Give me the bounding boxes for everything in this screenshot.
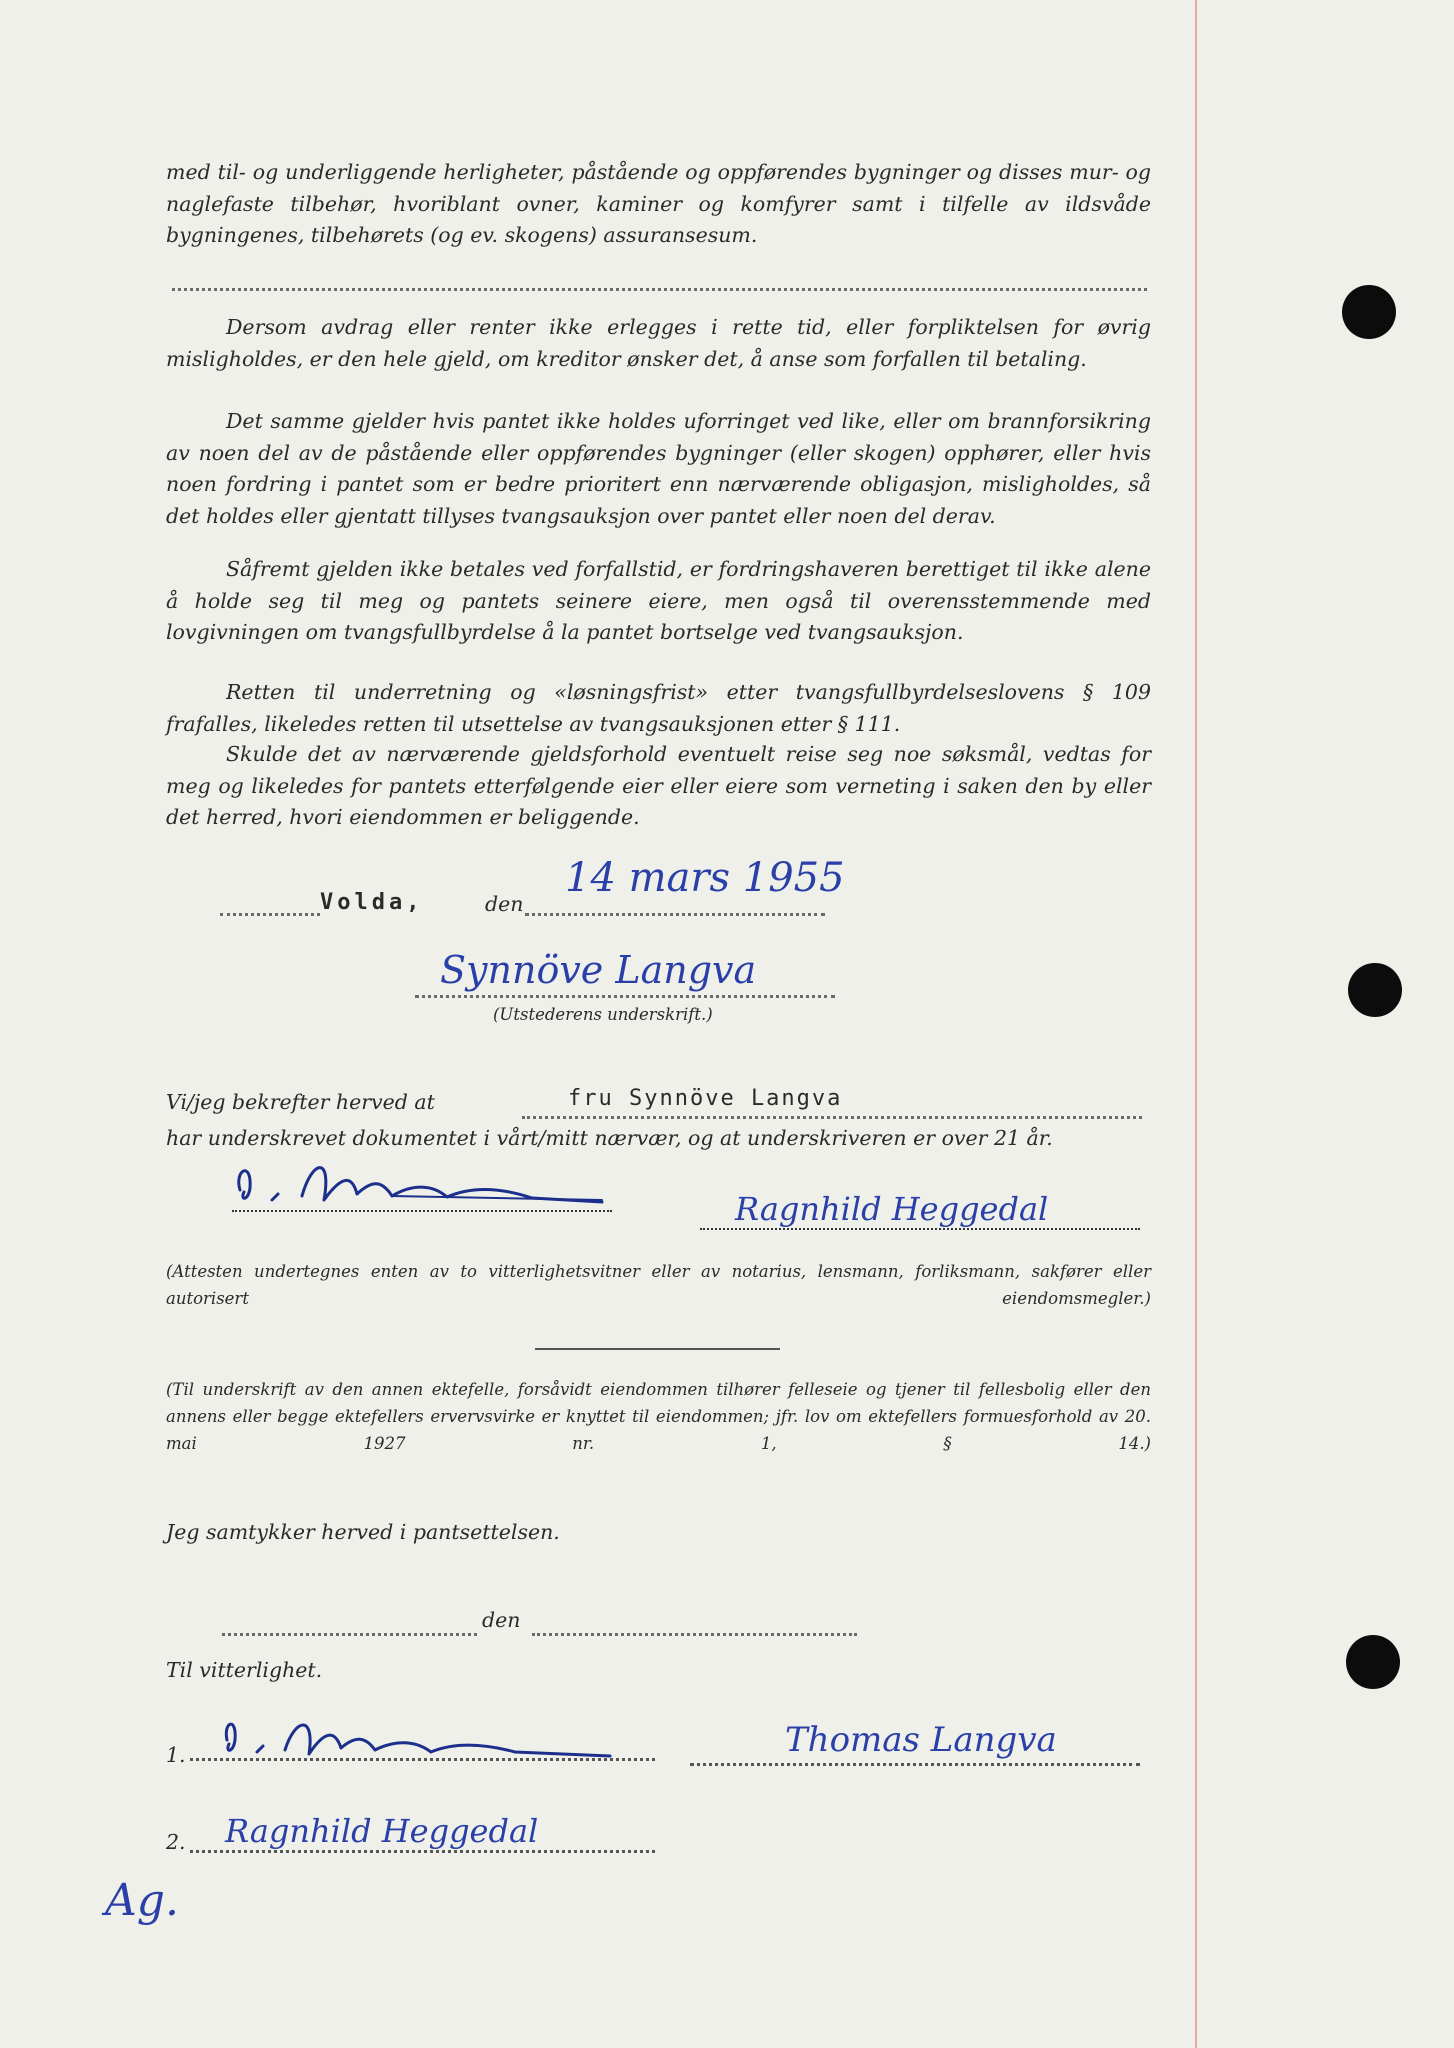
date-handwritten: 14 mars 1955 [565,855,845,901]
clause-paragraph-3: Det samme gjelder hvis pantet ikke holdes uforringet ved like, eller om brannforsikring av noen del av de påstående eller oppførendes bygninger (eller skogen) opphører, eller hvis noen fordring i pantet som er bedre prioritert enn nærværende obligasjon, misligholdes, så det holdes eller gjentatt tillyses tvangsauksjon over pantet eller noen del derav. [166,409,1151,528]
spouse-note: (Til underskrift av den annen ektefelle, forsåvidt eiendommen tilhører felleseie og tjener til fellesbolig eller den annens eller begge ektefellers ervervsvirke er knyttet til eiendommen; jfr. lov om ektefellers formuesforhold av 20. mai 1927 nr. 1, § 14.) [166,1380,1151,1453]
issuer-signature: Synnöve Langva [440,948,757,992]
punch-hole [1342,285,1396,339]
dotted-separator [172,288,1147,291]
witness-1-line [232,1210,612,1212]
clause-paragraph-6: Skulde det av nærværende gjeldsforhold eventuelt reise seg noe søksmål, vedtas for meg og likeledes for pantets etterfølgende eier eller eiere som verneting i saken den by eller det herred, hvori eiendommen er beliggende. [166,742,1151,829]
clause-paragraph-2: Dersom avdrag eller renter ikke erlegges i rette tid, eller forpliktelsen for øvrig misligholdes, er den hele gjeld, om kreditor ønsker det, å anse som forfallen til betaling. [166,315,1151,371]
den-label: den [485,892,524,916]
spouse-witness-2-signature: Ragnhild Heggedal [225,1812,539,1850]
clause-paragraph-5: Retten til underretning og «løsningsfrist» etter tvangsfullbyrdelseslovens § 109 frafalles, likeledes retten til utsettelse av tvangsauksjonen etter § 111. [166,680,1151,736]
attestation-intro: Vi/jeg bekrefter herved at [166,1090,435,1114]
issuer-caption: (Utstederens underskrift.) [493,1005,713,1024]
punch-hole [1348,963,1402,1017]
attested-person: fru Synnöve Langva [568,1086,843,1111]
consent-place-dotline [222,1633,477,1636]
clause-paragraph-4: Såfremt gjelden ikke betales ved forfallstid, er fordringshaveren berettiget til ikke alene å holde seg til meg og pantets seinere eiere, men også til overensstemmende med lovgivningen om tvangsfullbyrdelse å la pantet bortselge ved tvangsauksjon. [166,557,1151,644]
witness-2-signature: Ragnhild Heggedal [735,1190,1049,1228]
divider-line [535,1348,780,1350]
punch-hole [1346,1635,1400,1689]
consent-den-label: den [482,1608,521,1632]
consent-date-dotline [532,1633,857,1636]
margin-rule [1195,0,1197,2048]
spouse-witness-1-line [190,1758,655,1761]
attestation-name-dotline [522,1116,1142,1119]
spouse-witness-1-signature [215,1710,615,1770]
clause-paragraph-1: med til- og underliggende herligheter, påstående og oppførendes bygninger og disses mur- og naglefaste tilbehør, hvoriblant ovner, kaminer og komfyrer samt i tilfelle av ildsvåde bygningenes, tilbehørets (og ev. skogens) assuransesum. [166,160,1151,247]
initials-mark: Ag. [105,1875,179,1926]
attestation-line-2: har underskrevet dokumentet i vårt/mitt nærvær, og at underskriveren er over 21 år. [166,1126,1053,1150]
place: Volda, [320,890,424,915]
witness-number-1: 1. [166,1743,186,1767]
consent-statement: Jeg samtykker herved i pantsettelsen. [166,1520,560,1544]
witness-label: Til vitterlighet. [166,1658,323,1682]
spouse-signature: Thomas Langva [785,1720,1057,1760]
witness-number-2: 2. [166,1830,186,1854]
witness-2-line [700,1228,1140,1230]
attestation-note: (Attesten undertegnes enten av to vitterlighetsvitner eller av notarius, lensmann, forliksmann, sakfører eller autorisert eiendomsmegler.) [166,1262,1151,1308]
issuer-signature-line [415,995,835,998]
spouse-witness-2-line [190,1850,655,1853]
place-dotline [220,913,320,916]
spouse-signature-line [690,1763,1140,1766]
date-dotline [525,913,825,916]
